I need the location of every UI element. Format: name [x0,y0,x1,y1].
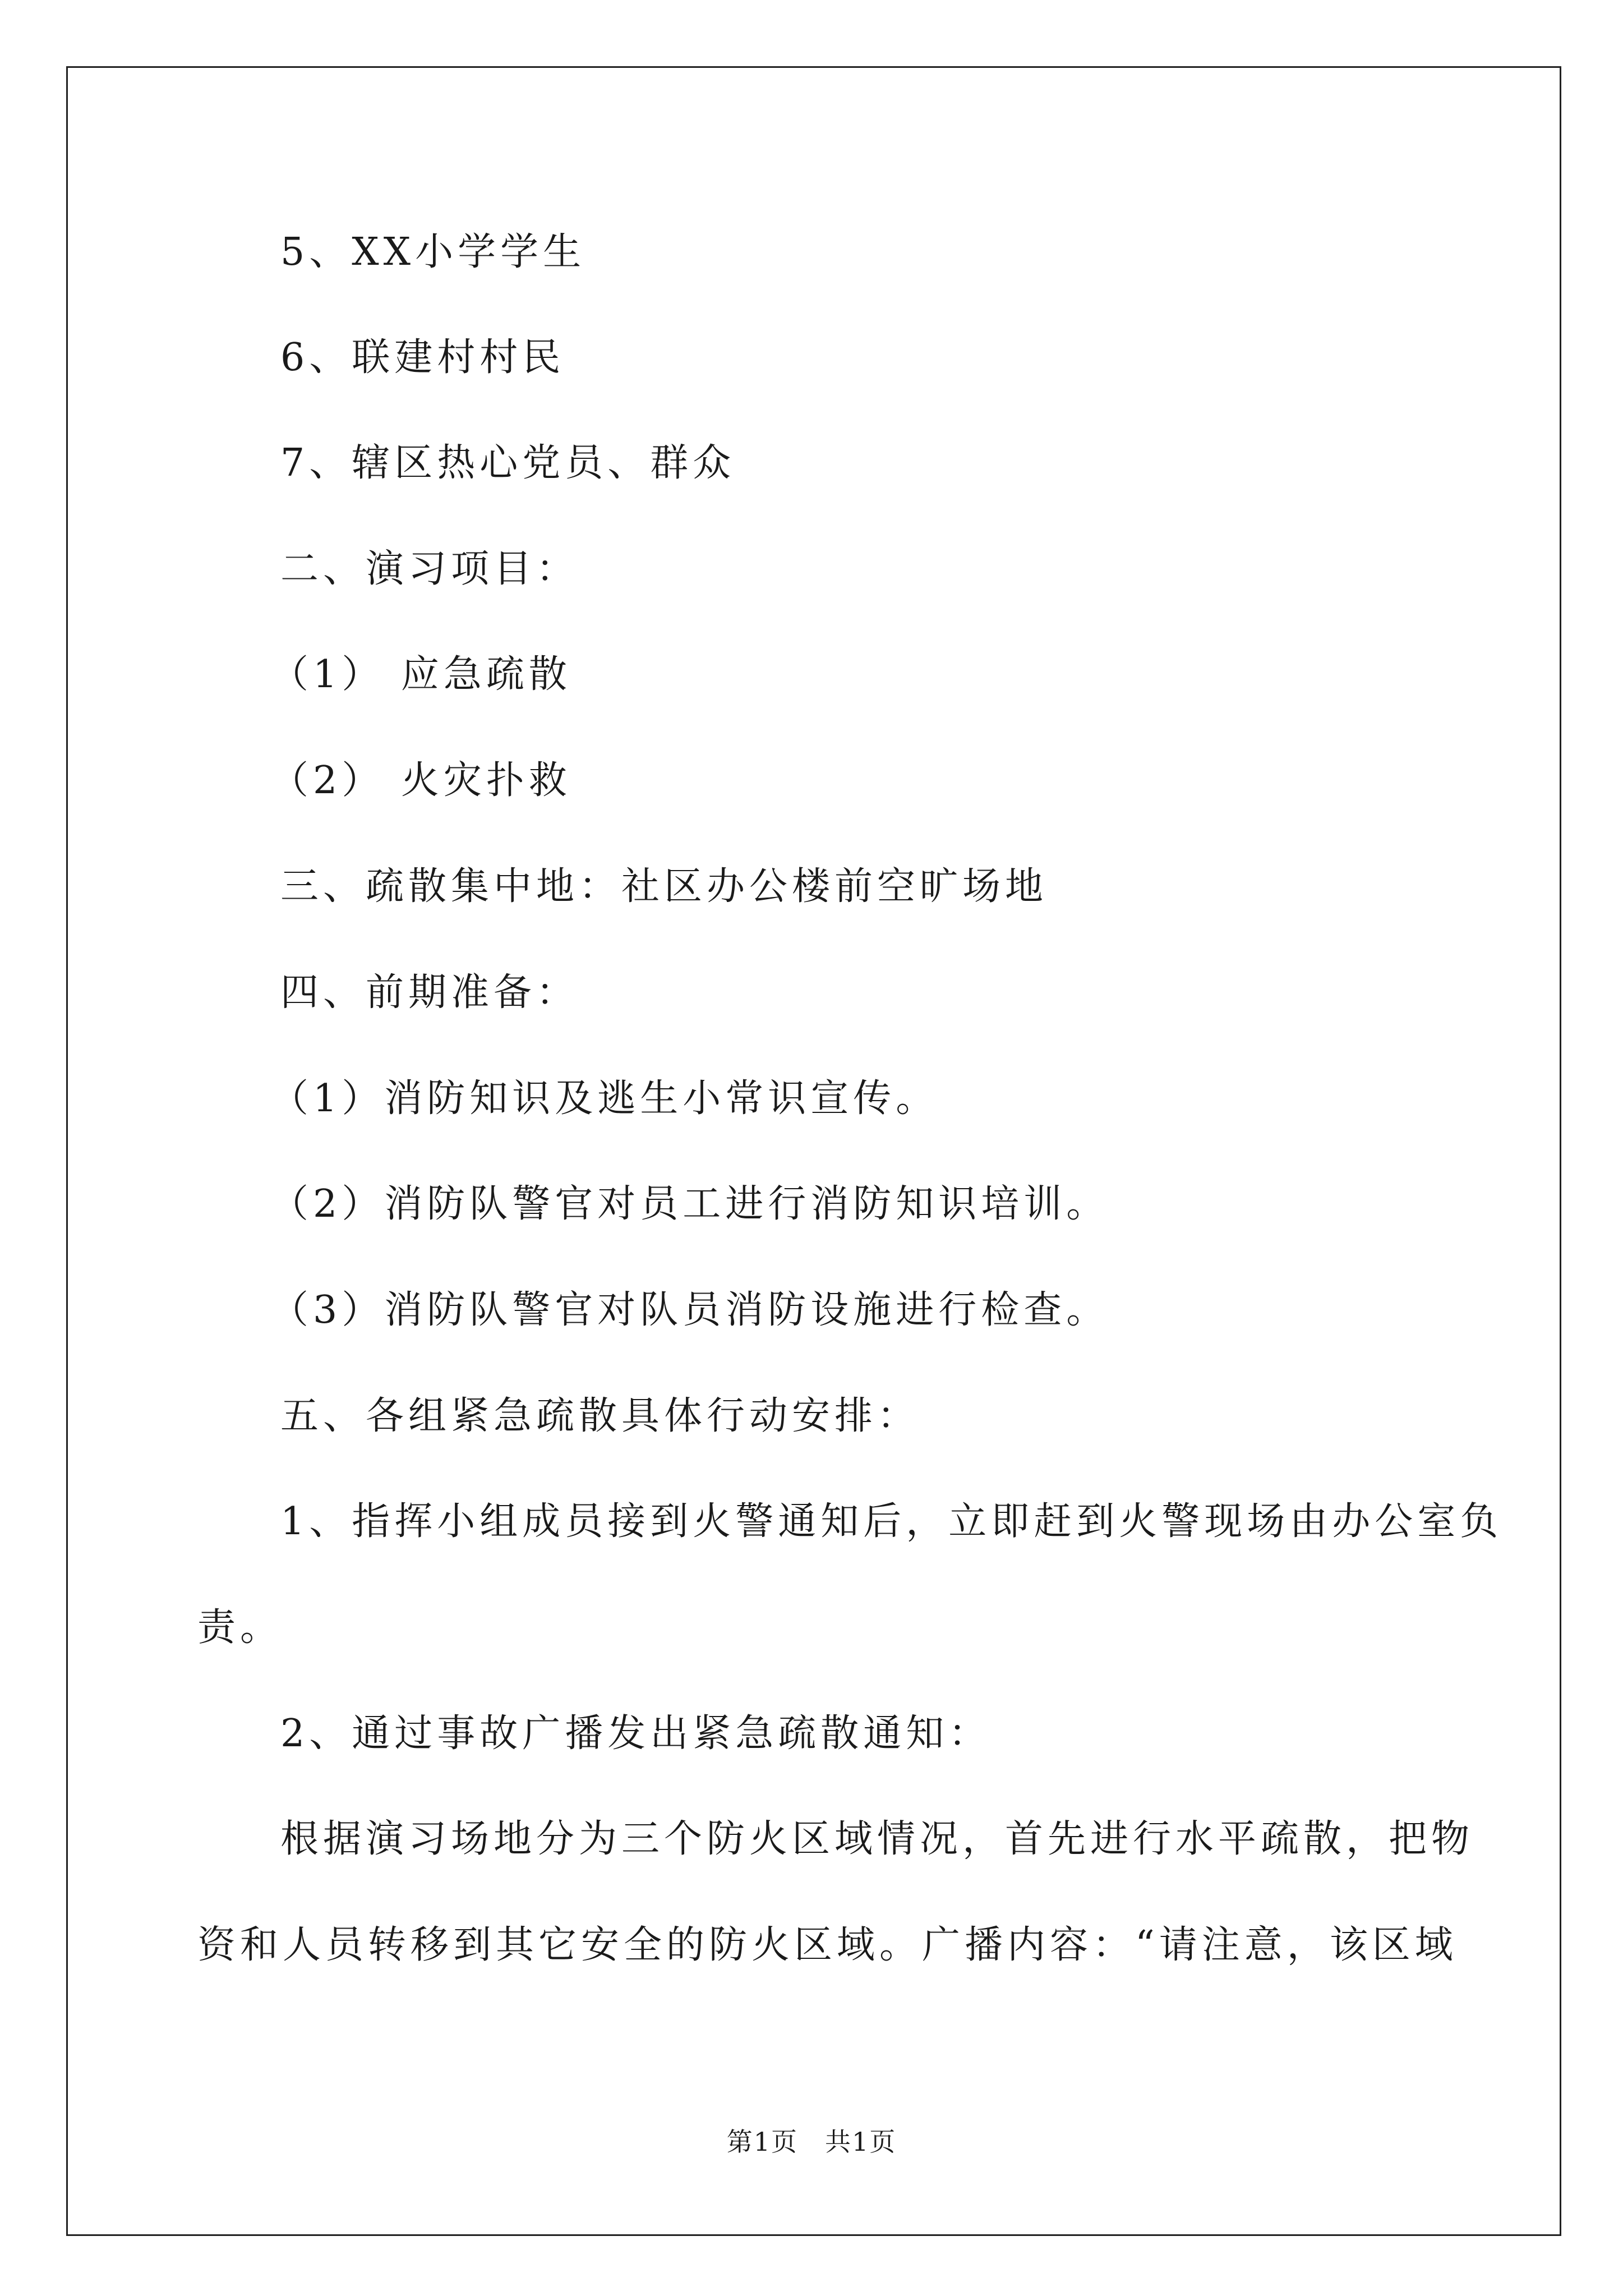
paragraph-3-line-1: 根据演习场地分为三个防火区域情况，首先进行水平疏散，把物 [280,1817,1474,1861]
list-item-7: 7、辖区热心党员、群众 [280,441,736,485]
section-heading-actions: 五、各组紧急疏散具体行动安排： [280,1394,920,1438]
prep-item-3: （3）消防队警官对队员消防设施进行检查。 [270,1288,1109,1332]
prep-item-1: （1）消防知识及逃生小常识宣传。 [270,1076,939,1121]
list-item-6: 6、联建村村民 [280,335,565,380]
section-heading-preparation: 四、前期准备： [280,970,579,1015]
paragraph-1-line-1: 1、指挥小组成员接到火警通知后，立即赶到火警现场由办公室负 [280,1499,1503,1544]
page-frame [66,66,1561,2236]
section-heading-drill-items: 二、演习项目： [280,547,579,591]
list-item-5: 5、XX小学学生 [280,230,586,274]
drill-item-firefighting: （2） 火灾扑救 [270,758,571,803]
paragraph-3-line-2: 资和人员转移到其它安全的防火区域。广播内容：“请注意，该区域 [197,1923,1458,1967]
paragraph-2-line-1: 2、通过事故广播发出紧急疏散通知： [280,1711,992,1756]
page-footer: 第1页 共1页 [726,2127,897,2157]
paragraph-1-line-2: 责。 [197,1605,283,1650]
drill-item-evacuation: （1） 应急疏散 [270,652,571,697]
prep-item-2: （2）消防队警官对员工进行消防知识培训。 [270,1182,1109,1226]
section-heading-assembly-point: 三、疏散集中地：社区办公楼前空旷场地 [280,864,1048,909]
